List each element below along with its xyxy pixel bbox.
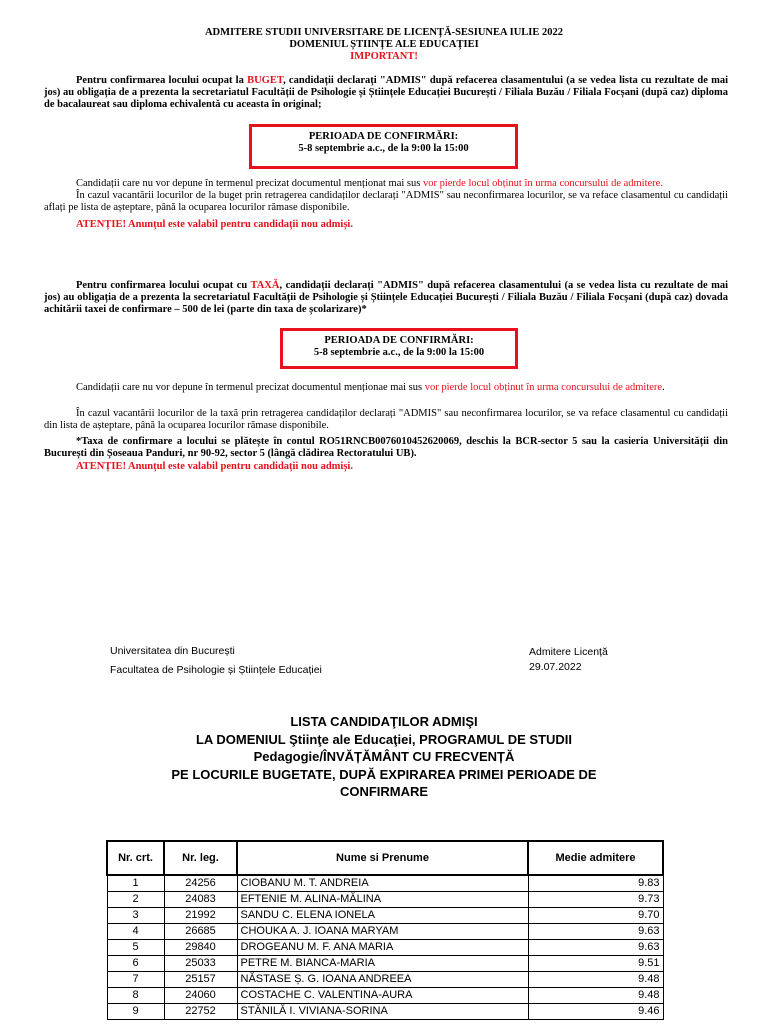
header-name: Nume si Prenume [237,841,528,875]
cell-leg: 24256 [164,875,237,892]
buget-text-a: Pentru confirmarea locului ocupat la [76,75,248,86]
cell-leg: 25157 [164,972,237,988]
header-nr-crt: Nr. crt. [107,841,164,875]
list-title-line5: CONFIRMARE [339,784,429,799]
cell-average: 9.46 [528,1004,663,1020]
cell-name: CHOUKA A. J. IOANA MARYAM [237,924,528,940]
university-name: Universitatea din București [110,645,235,657]
list-title-line3: Pedagogie/ÎNVĂȚĂMÂNT CU FRECVENȚĂ [253,749,515,764]
cell-average: 9.48 [528,988,663,1004]
cell-name: NĂSTASE Ș. G. IOANA ANDREEA [237,972,528,988]
table-row [107,956,663,972]
taxa-vacancy-paragraph: În cazul vacantării locurilor de la taxă prin retragerea candidaților declarați "ADMIS" sau neconfirmarea locurilor, se va reface clasamentul cu candidații din lista de așteptare, până la ocuparea locurilor rămase disponibile. [44,408,728,432]
table-row [107,892,663,908]
faculty-name: Facultatea de Psihologie și Științele Educației [110,664,322,676]
taxa-warning-red: vor pierde locul obținut în urma concursului de admitere [424,382,663,393]
taxa-attention-note: ATENȚIE! Anunțul este valabil pentru candidații nou admiși. [76,461,353,472]
buget-text-b: , candidații declarați "ADMIS" după refacerea clasamentului (a se vedea lista cu rezultate de mai jos) au obligația de a prezenta la secretariatul Facultății de Psihologie și Științele Educației București / Filiala Buzău / Filiala Focșani (după caz) diploma de bacalaureat sau diploma echivalentă cu aceasta în original; [44,75,728,111]
cell-average: 9.51 [528,956,663,972]
header-average: Medie admitere [528,841,663,875]
table-row [107,972,663,988]
cell-average: 9.63 [528,924,663,940]
buget-keyword: BUGET [247,75,284,86]
taxa-confirmation-period-box [280,328,518,369]
list-title-line4: PE LOCURILE BUGETATE, DUPĂ EXPIRAREA PRIMEI PERIOADE DE [171,767,597,782]
header-domain: DOMENIUL ȘTIINȚE ALE EDUCAȚIEI [289,39,479,50]
cell-nr: 1 [107,875,164,892]
cell-leg: 24083 [164,892,237,908]
cell-average: 9.63 [528,940,663,956]
table-row [107,1004,663,1020]
cell-average: 9.48 [528,972,663,988]
table-row [107,988,663,1004]
cell-nr: 3 [107,908,164,924]
table-row [107,940,663,956]
taxa-text-b: , candidații declarați "ADMIS" după refacerea clasamentului (a se vedea lista cu rezultate de mai jos) au obligația de a prezenta la secretariatul Facultății de Psihologie și Științele Educației București / Filiala Buzău / Filiala Focșani (după caz) dovada achitării taxei de confirmare – 500 de lei (parte din taxa de școlarizare)* [44,280,728,316]
cell-leg: 26685 [164,924,237,940]
list-title-line1: LISTA CANDIDAŢILOR ADMIŞI [290,714,478,729]
admission-label: Admitere Licență [529,646,608,658]
cell-nr: 9 [107,1004,164,1020]
buget-vacancy-paragraph: În cazul vacantării locurilor de la buget prin retragerea candidaților declarați "ADMIS" sau neconfirmarea locurilor, se va reface clasamentul cu candidații aflați pe lista de așteptare, până la ocuparea locurilor rămase disponibile. [44,190,728,214]
cell-nr: 8 [107,988,164,1004]
cell-name: EFTENIE M. ALINA-MĂLINA [237,892,528,908]
buget-warning-text: Candidații care nu vor depune în termenul precizat documentul menționat mai sus [76,178,423,189]
cell-leg: 25033 [164,956,237,972]
taxa-text-a: Pentru confirmarea locului ocupat cu [76,280,251,291]
header-nr-leg: Nr. leg. [164,841,237,875]
cell-leg: 29840 [164,940,237,956]
buget-box-dates: 5-8 septembrie a.c., de la 9:00 la 15:00 [298,143,469,154]
buget-confirmation-period-box [249,124,518,169]
cell-name: CIOBANU M. T. ANDREIA [237,875,528,892]
taxa-keyword: TAXĂ [250,280,280,291]
header-title: ADMITERE STUDII UNIVERSITARE DE LICENȚĂ-SESIUNEA IULIE 2022 [204,27,564,38]
table-row [107,924,663,940]
taxa-warning-paragraph [44,382,728,394]
cell-name: DROGEANU M. F. ANA MARIA [237,940,528,956]
taxa-paragraph [44,280,728,317]
cell-average: 9.73 [528,892,663,908]
cell-average: 9.70 [528,908,663,924]
buget-paragraph [44,75,728,112]
buget-warning-red: vor pierde locul obținut în urma concursului de admitere. [422,178,663,189]
taxa-warning-text: Candidații care nu vor depune în termenul precizat documentul menționae mai sus [76,382,425,393]
header-important: IMPORTANT! [350,51,418,62]
list-title-line2: LA DOMENIUL Ştiinţe ale Educaţiei, PROGRAMUL DE STUDII [195,732,573,747]
taxa-box-dates: 5-8 septembrie a.c., de la 9:00 la 15:00 [313,347,485,358]
taxa-box-title: PERIOADA DE CONFIRMĂRI: [324,335,474,346]
cell-nr: 4 [107,924,164,940]
cell-average: 9.83 [528,875,663,892]
cell-nr: 6 [107,956,164,972]
table-header-row [107,841,663,875]
admitted-candidates-table [106,840,664,1020]
cell-name: SANDU C. ELENA IONELA [237,908,528,924]
table-row [107,875,663,892]
cell-leg: 24060 [164,988,237,1004]
cell-nr: 2 [107,892,164,908]
buget-box-title: PERIOADA DE CONFIRMĂRI: [308,131,459,142]
cell-name: STĂNILĂ I. VIVIANA-SORINA [237,1004,528,1020]
cell-nr: 5 [107,940,164,956]
cell-nr: 7 [107,972,164,988]
taxa-payment-note: *Taxa de confirmare a locului se plătește în contul RO51RNCB0076010452620069, deschis la BCR-sector 5 sau la casieria Universității din București din Șoseaua Panduri, nr 90-92, sector 5 (lângă clădirea Rectoratului UB). [44,436,728,460]
taxa-warning-end: . [662,382,665,393]
cell-leg: 21992 [164,908,237,924]
buget-attention-note: ATENȚIE! Anunțul este valabil pentru candidații nou admiși. [76,219,353,230]
cell-name: COSTACHE C. VALENTINA-AURA [237,988,528,1004]
cell-leg: 22752 [164,1004,237,1020]
buget-warning-paragraph [76,178,728,190]
cell-name: PETRE M. BIANCA-MARIA [237,956,528,972]
document-date: 29.07.2022 [529,661,582,673]
table-row [107,908,663,924]
